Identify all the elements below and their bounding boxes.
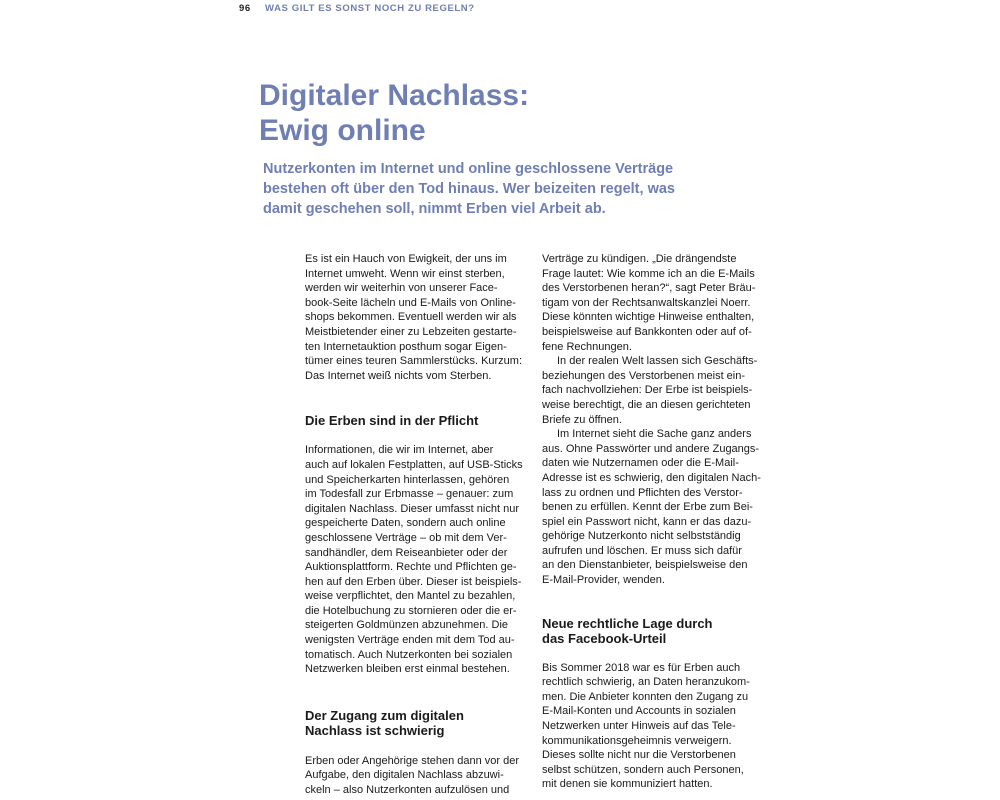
text-line: Adresse ist es schwierig, den digitalen Nach- <box>542 471 761 484</box>
article-title <box>259 78 529 148</box>
text-line: Die Erben sind in der Pflicht <box>305 413 479 429</box>
text-line: Erben oder Angehörige stehen dann vor der <box>305 754 520 767</box>
text-line: selbst schützen, sondern auch Personen, <box>542 763 744 776</box>
text-line: an den Dienstanbieter, beispielsweise den <box>542 559 748 572</box>
text-line: Das Internet weiß nichts vom Sterben. <box>305 369 492 382</box>
paragraph-erbmasse <box>305 443 530 677</box>
page-number: 96 <box>239 3 251 14</box>
intro-paragraph <box>305 252 530 383</box>
text-line: mit denen sie kommuniziert hatten. <box>542 778 713 791</box>
text-line: werden wir weiterhin von unserer Face- <box>305 282 498 295</box>
text-line: E-Mail-Provider, wenden. <box>542 574 665 587</box>
text-line: tomatisch. Auch Nutzerkonten bei sozialen <box>305 648 513 661</box>
text-line: fach nachvollziehen: Der Erbe ist beispiels- <box>542 384 753 397</box>
text-line: book-Seite lächeln und E-Mails von Online- <box>305 296 516 309</box>
text-line: Ewig online <box>259 114 426 147</box>
text-line: ten Internetauktion posthum sogar Eigen- <box>305 340 507 353</box>
text-line: wenigsten Verträge enden mit dem Tod au- <box>305 634 515 647</box>
text-line: E-Mail-Konten und Accounts in sozialen <box>542 705 736 718</box>
running-title: WAS GILT ES SONST NOCH ZU REGELN? <box>265 3 475 14</box>
text-line: men. Die Anbieter konnten den Zugang zu <box>542 690 749 703</box>
right-column <box>542 252 767 792</box>
text-line: gespeicherte Daten, sondern auch online <box>305 517 506 530</box>
text-line: das Facebook-Urteil <box>542 630 667 646</box>
text-line: Nutzerkonten im Internet und online geschlossene Verträge <box>263 161 674 177</box>
text-line: auch auf lokalen Festplatten, auf USB-Sticks <box>305 458 523 471</box>
text-line: damit geschehen soll, nimmt Erben viel Arbeit ab. <box>263 201 606 217</box>
text-line: Informationen, die wir im Internet, aber <box>305 444 494 457</box>
text-line: rechtlich schwierig, an Daten heranzukom- <box>542 676 750 689</box>
text-line: shops bekommen. Eventuell werden wir als <box>305 311 517 324</box>
text-line: Neue rechtliche Lage durch <box>542 615 713 631</box>
text-line: beispielsweise auf Bankkonten oder auf of- <box>542 325 752 338</box>
text-line: im Todesfall zur Erbmasse – genauer: zum <box>305 488 514 501</box>
text-line: beziehungen des Verstorbenen meist ein- <box>542 369 746 382</box>
text-line: kommunikationsgeheimnis verweigern. <box>542 734 732 747</box>
text-line: Verträge zu kündigen. „Die drängendste <box>542 253 737 265</box>
text-line: Auktionsplattform. Rechte und Pflichten ge- <box>305 561 517 574</box>
paragraph-reale-welt <box>542 354 767 427</box>
text-line: benen zu erfüllen. Kennt der Erbe zum Bei- <box>542 501 753 514</box>
text-line: sandhändler, dem Reiseanbieter oder der <box>305 546 508 559</box>
text-line: weise verpflichtet, den Mantel zu bezahlen, <box>305 590 516 603</box>
text-line: Nachlass ist schwierig <box>305 722 445 738</box>
text-line: Im Internet sieht die Sache ganz anders <box>557 428 752 441</box>
text-line: hen auf den Erben über. Dieser ist beispiels- <box>305 575 522 588</box>
text-line: die Hotelbuchung zu stornieren oder die er- <box>305 604 517 617</box>
text-line: bestehen oft über den Tod hinaus. Wer beizeiten regelt, was <box>263 181 675 197</box>
text-line: Diese könnten wichtige Hinweise enthalten, <box>542 311 755 324</box>
text-line: Es ist ein Hauch von Ewigkeit, der uns im <box>305 253 507 265</box>
text-line: Internet umweht. Wenn wir einst sterben, <box>305 267 505 280</box>
text-line: Netzwerken bleiben erst einmal bestehen. <box>305 663 510 676</box>
text-line: des Verstorbenen heran?“, sagt Peter Bräu- <box>542 282 756 295</box>
text-line: steigerten Goldmünzen abzunehmen. Die <box>305 619 509 632</box>
paragraph-aufgabe <box>305 754 530 798</box>
paragraph-internet <box>542 427 767 588</box>
paragraph-vertraege <box>542 252 767 354</box>
text-line: aus. Ohne Passwörter und andere Zugangs- <box>542 442 760 455</box>
text-line: Bis Sommer 2018 war es für Erben auch <box>542 661 741 674</box>
text-line: weise berechtigt, die an diesen gerichteten <box>542 398 751 411</box>
text-line: spiel ein Passwort nicht, kann er das dazu- <box>542 515 752 528</box>
text-line: Der Zugang zum digitalen <box>305 707 464 723</box>
left-column <box>305 252 530 798</box>
section-heading-zugang <box>305 708 530 738</box>
text-line: In der realen Welt lassen sich Geschäfts- <box>557 355 758 368</box>
text-line: Netzwerken unter Hinweis auf das Tele- <box>542 720 736 733</box>
text-line: Dieses sollte nicht nur die Verstorbenen <box>542 749 736 762</box>
text-line: digitalen Nachlass. Dieser umfasst nicht nur <box>305 502 519 515</box>
text-line: tigam von der Rechtsanwaltskanzlei Noerr. <box>542 296 751 309</box>
running-header <box>239 3 475 14</box>
section-heading-facebook-urteil <box>542 616 767 646</box>
text-line: Digitaler Nachlass: <box>259 79 530 112</box>
text-line: aufrufen und löschen. Er muss sich dafür <box>542 544 742 557</box>
text-line: tümer eines teuren Sammlerstücks. Kurzum: <box>305 355 523 368</box>
text-line: Aufgabe, den digitalen Nachlass abzuwi- <box>305 769 504 782</box>
text-line: geschlossene Verträge – ob mit dem Ver- <box>305 531 507 544</box>
article-lead <box>263 159 693 219</box>
text-line: und Speicherkarten hinterlassen, gehören <box>305 473 510 486</box>
text-line: Meistbietender einer zu Lebzeiten gestarte- <box>305 325 517 338</box>
section-heading-erben-pflicht <box>305 413 530 428</box>
text-line: daten wie Nutzernamen oder die E-Mail- <box>542 457 739 470</box>
text-line: Frage lautet: Wie komme ich an die E-Mails <box>542 267 755 280</box>
text-line: lass zu ordnen und Pflichten des Verstor- <box>542 486 743 499</box>
text-line: fene Rechnungen. <box>542 340 632 353</box>
text-line: gehörige Nutzerkonto nicht selbstständig <box>542 530 741 543</box>
text-line: Briefe zu öffnen. <box>542 413 622 426</box>
paragraph-sommer-2018 <box>542 661 767 792</box>
text-line: ckeln – also Nutzerkonten aufzulösen und <box>305 784 510 797</box>
